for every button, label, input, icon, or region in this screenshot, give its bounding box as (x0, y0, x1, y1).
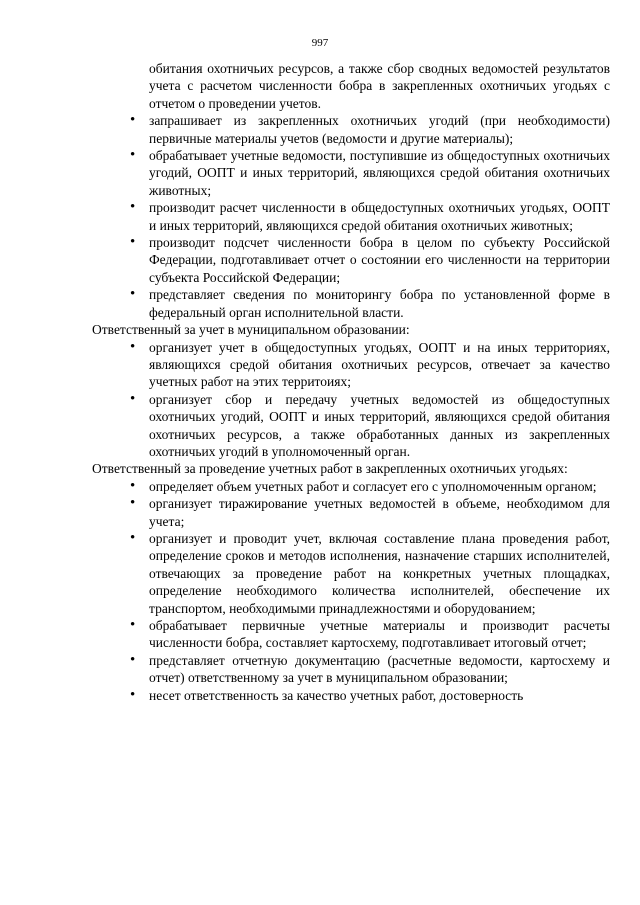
heading-assigned-hunting-grounds: Ответственный за проведение учетных работ в закрепленных охотничьих угодьях: (92, 461, 568, 477)
responsibilities-list-regional (92, 112, 610, 321)
page-number: 997 (311, 37, 329, 49)
list-item-text: несет ответственность за качество учетных работ, достоверность (149, 687, 524, 703)
heading-municipal: Ответственный за учет в муниципальном образовании: (92, 322, 410, 338)
list-item-text: обрабатывает учетные ведомости, поступившие из общедоступных охотничьих угодий, ООПТ и иных территорий, являющихся средой обитания охотничьих животных; (149, 148, 610, 198)
bullet-icon: • (130, 495, 136, 512)
list-item (130, 495, 610, 530)
bullet-icon: • (130, 686, 136, 703)
list-item (130, 529, 610, 617)
bullet-icon: • (130, 338, 136, 355)
list-item (130, 651, 610, 687)
list-item (130, 234, 610, 286)
list-item-text: организует учет в общедоступных угодьях, ООПТ и на иных территориях, являющихся средой обитания охотничьих ресурсов, отвечает за качество учетных работ на этих территоиях; (149, 339, 610, 390)
bullet-icon: • (130, 617, 136, 633)
list-item (130, 390, 610, 461)
list-item-text: представляет отчетную документацию (расчетные ведомости, картосхему и отчет) ответственному за учет в муниципальном образовании; (149, 652, 610, 686)
list-item (130, 112, 610, 147)
responsibilities-list-hunting-grounds (92, 478, 610, 704)
list-item-text: организует и проводит учет, включая составление плана проведения работ, определение сроков и методов исполнения, назначение старших исполнителей, отвечающих за проведение работ на конкретных учетных площадках, определение необходимого количества исполнителей, обеспечение их транспортом, необходимыми принадлежностями и оборудованием; (149, 530, 610, 616)
intro-continuation: обитания охотничьих ресурсов, а также сбор сводных ведомостей результатов учета с расчетом численности бобра в закрепленных охотничьих угодьях с отчетом о проведении учетов. (149, 61, 610, 111)
list-item (130, 286, 610, 321)
list-item-text: производит расчет численности в общедоступных охотничьих угодьях, ООПТ и иных территорий, являющихся средой обитания охотничьих животных; (149, 200, 610, 233)
list-item-text: запрашивает из закрепленных охотничьих угодий (при необходимости) первичные материалы учетов (ведомости и другие материалы); (149, 113, 610, 146)
bullet-icon: • (130, 477, 136, 494)
bullet-icon: • (130, 199, 136, 216)
list-item (130, 617, 610, 652)
list-item-text: организует тиражирование учетных ведомостей в объеме, необходимом для учета; (149, 496, 610, 529)
list-item-text: организует сбор и передачу учетных ведомостей из общедоступных охотничьих угодий, ООПТ и иных территорий, являющихся средой обитания охотничьих ресурсов, а также обработанных данных из закрепленных охотничьих угодий в уполномоченный орган. (149, 391, 610, 459)
list-item (130, 338, 610, 391)
bullet-icon: • (130, 234, 136, 251)
bullet-icon: • (130, 651, 136, 668)
list-item-text: производит подсчет численности бобра в целом по субъекту Российской Федерации, подготавливает отчет о состоянии его численности на территории субъекта Российской Федерации; (149, 235, 610, 285)
list-item-text: представляет сведения по мониторингу бобра по установленной форме в федеральный орган исполнительной власти. (149, 287, 610, 320)
list-item-text: определяет объем учетных работ и согласует его с уполномоченным органом; (149, 478, 597, 494)
list-item (130, 147, 610, 199)
bullet-icon: • (130, 390, 136, 407)
bullet-icon: • (130, 147, 136, 164)
list-item (130, 477, 610, 495)
list-item (130, 686, 610, 704)
list-item-text: обрабатывает первичные учетные материалы и производит расчеты численности бобра, составляет картосхему, подготавливает итоговый отчет; (149, 618, 610, 651)
bullet-icon: • (130, 286, 136, 303)
bullet-icon: • (130, 529, 136, 546)
responsibilities-list-municipal (92, 339, 610, 461)
document-body (92, 60, 610, 704)
bullet-icon: • (130, 112, 136, 129)
list-item (130, 199, 610, 234)
